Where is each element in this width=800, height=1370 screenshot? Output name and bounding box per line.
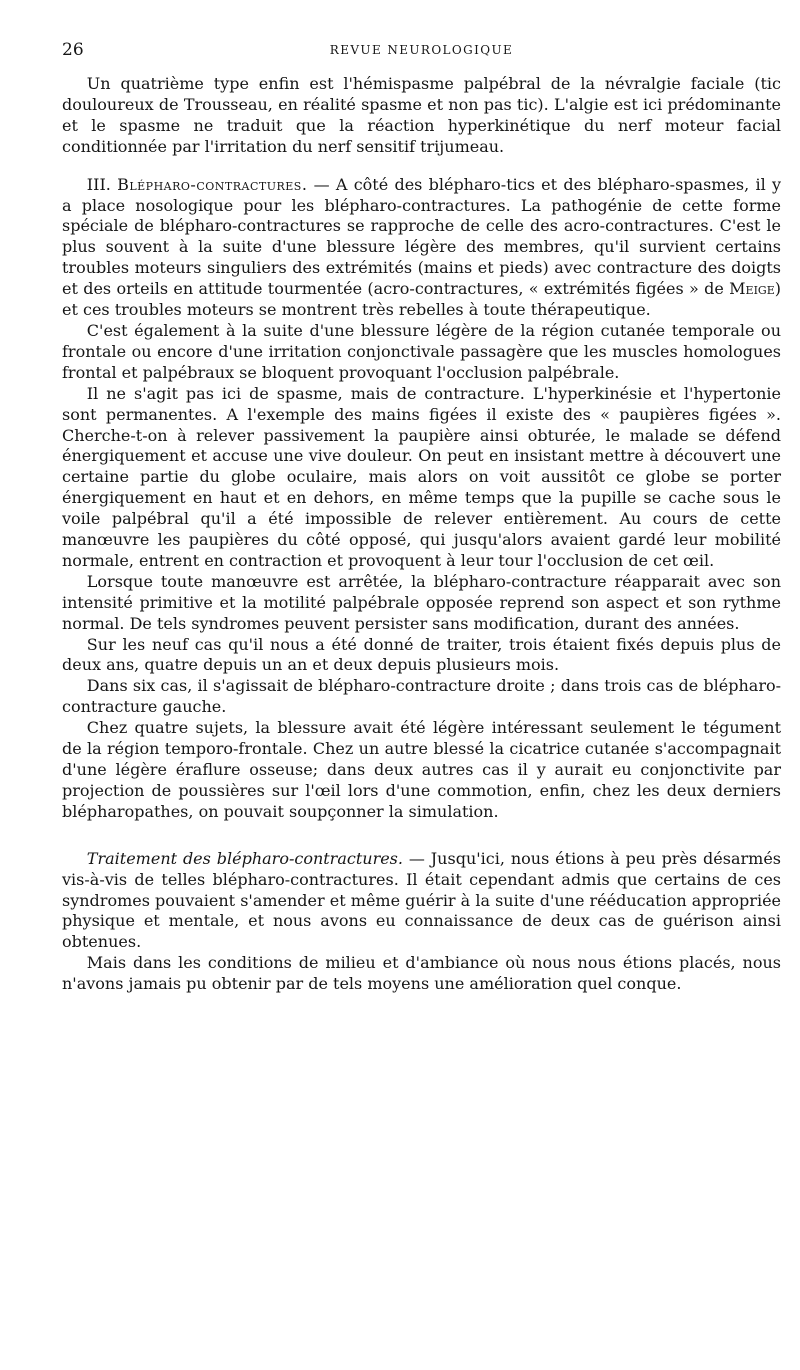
document-page	[62, 40, 781, 995]
paragraph-treatment	[62, 849, 781, 954]
paragraph-reapparition: Lorsque toute manœuvre est arrêtée, la blépharo-contracture réapparait avec son intensité primitive et la motilité palpébrale opposée reprend son aspect et son rythme normal. De tels syndromes peuvent persister sans modification, durant des années.	[62, 571, 781, 633]
paragraph-cause: C'est également à la suite d'une blessure légère de la région cutanée temporale ou frontale ou encore d'une irritation conjonctivale passagère que les muscles homologues frontal et palpébraux se bloquent provoquant l'occlusion palpébrale.	[62, 320, 781, 382]
paragraph-contracture: Il ne s'agit pas ici de spasme, mais de contracture. L'hyperkinésie et l'hypertonie sont permanentes. A l'exemple des mains figées il existe des « paupières figées ». Cherche-t-on à relever passivement la paupière ainsi obturée, le malade se défend énergiquement et accuse une vive douleur. On peut en insistant mettre à découvert une certaine partie du globe oculaire, mais alors on voit aussitôt ce globe se porter énergiquement en haut et en dehors, en même temps que la pupille se cache sous le voile palpébral qu'il a été impossible de relever entièrement. Au cours de cette manœuvre les paupières du côté opposé, qui jusqu'alors avaient gardé leur mobilité normale, entrent en contraction et provoquent à leur tour l'occlusion de cet œil.	[62, 383, 781, 570]
section-text-part-1: — A côté des blépharo-tics et des blépharo-spasmes, il y a place nosologique pour les blépharo-contractures. La pathogénie de cette forme spéciale de blépharo-contractures se rapproche de celle des acro-contractures. C'est le plus souvent à la suite d'une blessure légère des membres, qu'il survient certains troubles moteurs singuliers des extrémités (mains et pieds) avec contracture des doigts et des orteils en attitude tourmentée (acro-contractures, « extrémités figées » de	[62, 174, 781, 299]
page-header	[62, 40, 781, 62]
paragraph-laterality: Dans six cas, il s'agissait de blépharo-contracture droite ; dans trois cas de blépharo-contracture gauche.	[62, 676, 781, 717]
paragraph-cases: Sur les neuf cas qu'il nous a été donné de traiter, trois étaient fixés depuis plus de deux ans, quatre depuis un an et deux depuis plusieurs mois.	[62, 634, 781, 675]
paragraph-conditions: Mais dans les conditions de milieu et d'ambiance où nous nous étions placés, nous n'avons jamais pu obtenir par de tels moyens une amélioration quel conque.	[62, 953, 781, 994]
treatment-text: — Jusqu'ici, nous étions à peu près désarmés vis-à-vis de telles blépharo-contractures. Il était cependant admis que certains de ces syndromes pouvaient s'amender et même guérir à la suite d'une rééducation appropriée physique et mentale, et nous avons eu connaissance de deux cas de guérison ainsi obtenues.	[62, 848, 781, 952]
section-numeral: III.	[86, 174, 111, 194]
author-name: Meige	[729, 279, 775, 299]
paragraph-section-iii	[62, 175, 781, 321]
paragraph-hemispasme: Un quatrième type enfin est l'hémispasme palpébral de la névralgie faciale (tic douloureux de Trousseau, en réalité spasme et non pas tic). L'algie est ici prédominante et le spasme ne traduit que la réaction hyperkinétique du nerf moteur facial conditionnée par l'irritation du nerf sensitif trijumeau.	[62, 74, 781, 156]
section-text-part-2: ) et ces troubles moteurs se montrent très rebelles à toute thérapeutique.	[62, 279, 781, 320]
section-heading: Blépharo-contractures.	[117, 174, 308, 194]
page-number: 26	[62, 40, 84, 60]
running-title: REVUE NEUROLOGIQUE	[329, 43, 514, 57]
paragraph-subjects: Chez quatre sujets, la blessure avait été légère intéressant seulement le tégument de la région temporo-frontale. Chez un autre blessé la cicatrice cutanée s'accompagnait d'une légère éraflure osseuse; dans deux autres cas il y aurait eu conjonctivite par projection de poussières sur l'œil lors d'une commotion, enfin, chez les deux derniers blépharopathes, on pouvait soupçonner la simulation.	[62, 718, 781, 821]
treatment-heading: Traitement des blépharo-contractures.	[86, 848, 403, 868]
